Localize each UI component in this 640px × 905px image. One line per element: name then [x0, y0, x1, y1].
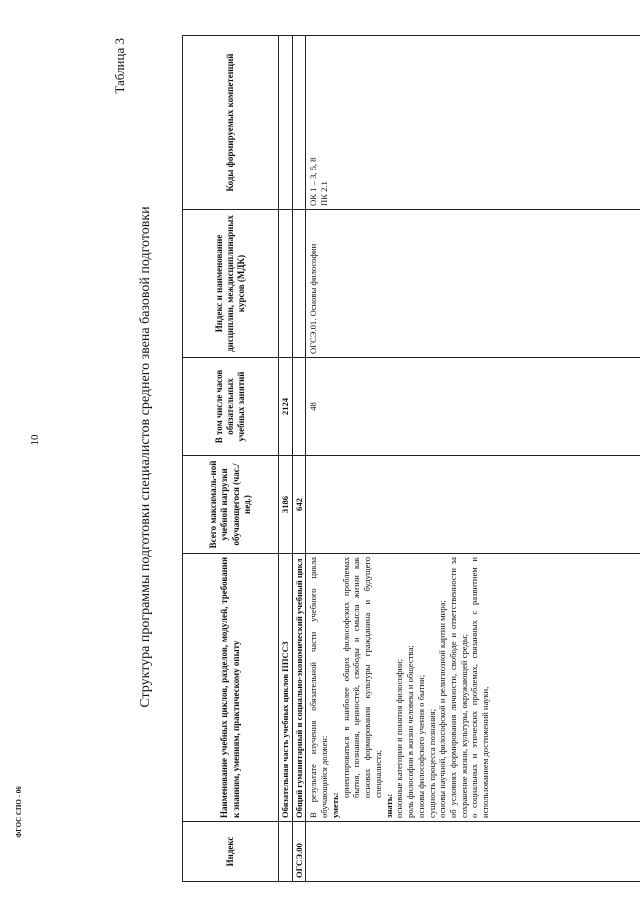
know-item: об условиях формирования личности, свободе и ответственности за сохранение жизни, культуры, окружающей среды; [448, 557, 469, 818]
know-item: о социальных и этических проблемах, связанных с развитием и использованием достижений науки, [469, 557, 491, 818]
able-item: ориентироваться в наиболее общих философских проблемах бытия, познания, ценностей, свободы и смысла жизни как основах формирования культуры гражданина и будущего специалиста; [340, 557, 383, 798]
philosophy-index [306, 822, 640, 882]
header-name: Наименование учебных циклов, разделов, модулей, требования к знаниям, умениям, практическому опыту [183, 554, 279, 822]
ogse-index: ОГСЭ.00 [292, 822, 306, 882]
table-label: Таблица 3 [112, 38, 127, 94]
able-heading: уметь: [329, 792, 340, 818]
mandatory-part-discipline [279, 210, 293, 358]
mandatory-part-competencies [279, 36, 293, 210]
header-max-load: Всего максималь-ной учебной нагрузки обучающегося (час./нед.) [183, 456, 279, 554]
philosophy-max-load [306, 456, 640, 554]
header-discipline: Индекс и наименование дисциплин, междисциплинарных курсов (МДК) [183, 210, 279, 358]
mandatory-part-name: Обязательная часть учебных циклов ППССЗ [279, 554, 293, 822]
page-number: 10 [29, 434, 41, 446]
header-mandatory: В том числе часов обязательных учебных занятий [183, 358, 279, 456]
ogse-competencies [292, 36, 306, 210]
philosophy-competencies: ОК 1 – 3, 5, 8 ПК 2.1 [306, 36, 640, 210]
header-competencies: Коды формируемых компетенций [183, 36, 279, 210]
ogse-discipline [292, 210, 306, 358]
philosophy-discipline: ОГСЭ.01. Основы философии [306, 210, 640, 358]
know-item: роль философии в жизни человека и общества; [405, 645, 416, 818]
know-heading: знать: [383, 793, 394, 818]
header-index: Индекс [183, 822, 279, 882]
mandatory-part-hours: 2124 [279, 358, 293, 456]
ogse-name: Общий гуманитарный и социально-экономический учебный цикл [292, 554, 306, 822]
table-row [292, 36, 306, 882]
know-item: основы философского учения о бытии; [415, 674, 426, 818]
requirements-intro: В результате изучения обязательной части учебного цикла обучающийся должен: [308, 557, 330, 818]
header-row [183, 36, 279, 882]
know-item: сущность процесса познания; [426, 708, 437, 818]
philosophy-requirements [306, 554, 640, 822]
philosophy-hours: 48 [306, 358, 640, 456]
mandatory-part-index [279, 822, 293, 882]
know-item: основные категории и понятия философии; [394, 659, 405, 818]
ogse-max-load: 642 [292, 456, 306, 554]
footer-code: ФГОС СПО - 06 [15, 786, 23, 838]
document-title: Структура программы подготовки специалистов среднего звена базовой подготовки [138, 206, 153, 708]
ogse-hours [292, 358, 306, 456]
table-row [279, 36, 293, 882]
rotated-page-content [112, 32, 632, 882]
know-item: основы научной, философской и религиозной картин мира; [437, 600, 448, 818]
structure-table [182, 35, 640, 882]
mandatory-part-max-load: 3186 [279, 456, 293, 554]
table-row [306, 36, 640, 882]
